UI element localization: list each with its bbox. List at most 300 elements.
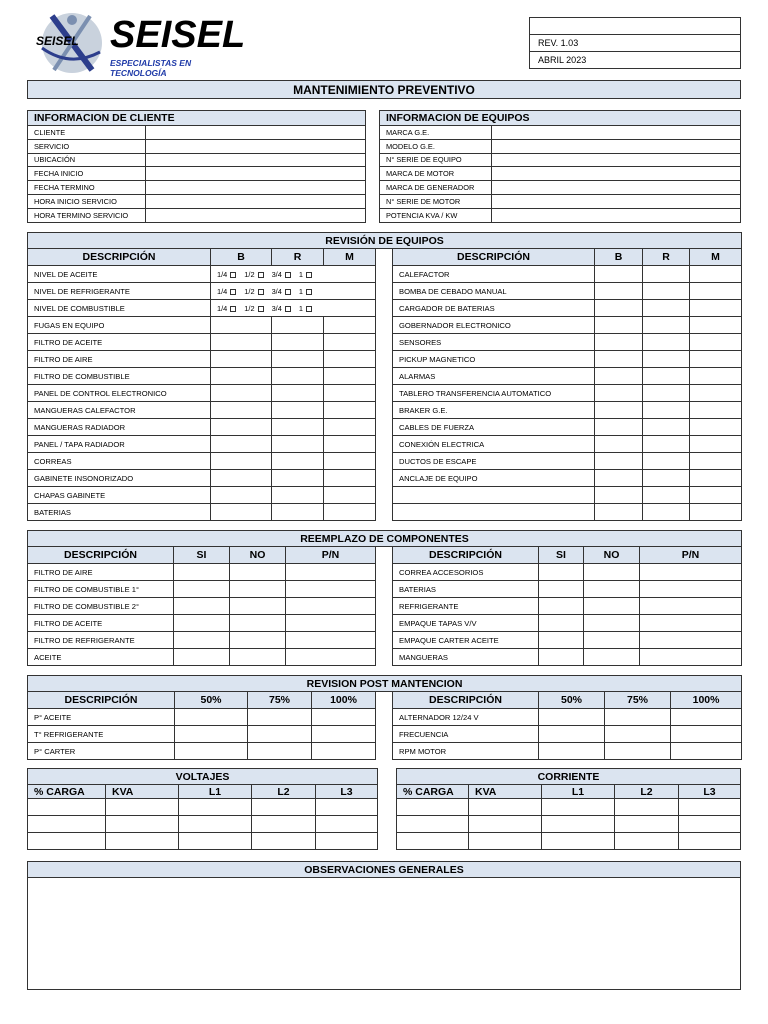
revision-number: REV. 1.03 — [530, 35, 741, 52]
spacer-cell — [376, 436, 393, 453]
rating-m-cell[interactable] — [324, 351, 376, 368]
rating-b-cell[interactable] — [211, 453, 272, 470]
table-row — [28, 799, 378, 816]
rating-r-cell[interactable] — [643, 470, 690, 487]
pct100-cell[interactable] — [312, 709, 376, 726]
col-header-b: B — [211, 249, 272, 266]
review-item-label — [393, 487, 595, 504]
table-row — [28, 453, 742, 470]
review-item-label: PANEL / TAPA RADIADOR — [28, 436, 211, 453]
table-row — [380, 126, 741, 140]
rating-r-cell[interactable] — [272, 453, 324, 470]
pct50-cell[interactable] — [175, 709, 248, 726]
rating-b-cell[interactable] — [211, 504, 272, 521]
l2-cell[interactable] — [615, 799, 679, 816]
table-row — [28, 504, 742, 521]
rating-b-cell[interactable] — [211, 334, 272, 351]
l1-cell[interactable] — [179, 833, 252, 850]
equipment-info-label: N° SERIE DE EQUIPO — [380, 153, 492, 167]
l1-cell[interactable] — [542, 816, 615, 833]
rating-b-cell[interactable] — [595, 368, 643, 385]
col-header-r: R — [272, 249, 324, 266]
equipment-info-label: MARCA DE GENERADOR — [380, 181, 492, 195]
level-option-label: 1/2 — [244, 303, 255, 313]
rating-m-cell[interactable] — [324, 385, 376, 402]
rating-m-cell[interactable] — [324, 487, 376, 504]
load-cell[interactable] — [397, 799, 469, 816]
rating-r-cell[interactable] — [272, 504, 324, 521]
rating-m-cell[interactable] — [690, 334, 742, 351]
l1-cell[interactable] — [179, 816, 252, 833]
kva-cell[interactable] — [106, 799, 179, 816]
pct75-cell[interactable] — [248, 709, 312, 726]
checkbox-icon[interactable] — [285, 306, 291, 312]
table-row — [28, 139, 366, 153]
level-option-label: 1 — [298, 286, 303, 296]
table-row — [28, 368, 742, 385]
equipment-info-value-field[interactable] — [492, 153, 741, 167]
spacer-cell — [376, 649, 393, 666]
no-cell[interactable] — [230, 564, 286, 581]
pct75-cell[interactable] — [248, 743, 312, 760]
pct50-cell[interactable] — [539, 709, 605, 726]
rating-b-cell[interactable] — [211, 487, 272, 504]
client-info-label: FECHA INICIO — [28, 167, 146, 181]
item-label: ACEITE — [28, 649, 174, 666]
rating-m-cell[interactable] — [690, 470, 742, 487]
spacer-cell — [376, 266, 393, 283]
l1-cell[interactable] — [542, 799, 615, 816]
rating-r-cell[interactable] — [272, 436, 324, 453]
pct50-cell[interactable] — [175, 743, 248, 760]
rating-m-cell[interactable] — [324, 470, 376, 487]
client-info-label: FECHA TERMINO — [28, 181, 146, 195]
pct50-cell[interactable] — [539, 743, 605, 760]
si-cell[interactable] — [539, 615, 584, 632]
equipment-info-label: MARCA G.E. — [380, 126, 492, 140]
equipment-review-table — [27, 232, 742, 521]
load-cell[interactable] — [397, 816, 469, 833]
rating-b-cell[interactable] — [595, 334, 643, 351]
rating-r-cell[interactable] — [272, 368, 324, 385]
rating-b-cell[interactable] — [211, 317, 272, 334]
checkbox-icon[interactable] — [258, 306, 264, 312]
rating-m-cell[interactable] — [324, 419, 376, 436]
table-row — [28, 317, 742, 334]
client-info-value-field[interactable] — [146, 153, 366, 167]
rating-r-cell[interactable] — [643, 504, 690, 521]
rating-b-cell[interactable] — [211, 419, 272, 436]
no-cell[interactable] — [584, 649, 640, 666]
review-item-label: DUCTOS DE ESCAPE — [393, 453, 595, 470]
pn-cell[interactable] — [640, 632, 742, 649]
col-header-l2: L2 — [615, 785, 679, 799]
item-label: P° ACEITE — [28, 709, 175, 726]
si-cell[interactable] — [539, 564, 584, 581]
review-item-label: BRAKER G.E. — [393, 402, 595, 419]
kva-cell[interactable] — [469, 833, 542, 850]
rating-m-cell[interactable] — [690, 419, 742, 436]
no-cell[interactable] — [584, 615, 640, 632]
col-header-description: DESCRIPCIÓN — [393, 692, 539, 709]
rating-b-cell[interactable] — [211, 385, 272, 402]
rating-m-cell[interactable] — [690, 317, 742, 334]
no-cell[interactable] — [584, 632, 640, 649]
client-info-table — [27, 110, 366, 223]
review-item-label: ANCLAJE DE EQUIPO — [393, 470, 595, 487]
pn-cell[interactable] — [286, 598, 376, 615]
rating-b-cell[interactable] — [595, 436, 643, 453]
review-item-label: FILTRO DE ACEITE — [28, 334, 211, 351]
equipment-info-title: INFORMACION DE EQUIPOS — [380, 111, 741, 126]
col-header-75: 75% — [248, 692, 312, 709]
table-row — [28, 334, 742, 351]
item-label: FILTRO DE AIRE — [28, 564, 174, 581]
pn-cell[interactable] — [640, 649, 742, 666]
col-header-m: M — [690, 249, 742, 266]
rating-r-cell[interactable] — [643, 436, 690, 453]
checkbox-icon[interactable] — [230, 289, 236, 295]
rating-m-cell[interactable] — [324, 436, 376, 453]
level-option-label: 1/2 — [244, 269, 255, 279]
pct100-cell[interactable] — [671, 709, 742, 726]
col-header-50: 50% — [539, 692, 605, 709]
pn-cell[interactable] — [640, 581, 742, 598]
review-item-label: FILTRO DE AIRE — [28, 351, 211, 368]
no-cell[interactable] — [584, 564, 640, 581]
rating-r-cell[interactable] — [643, 300, 690, 317]
rating-m-cell[interactable] — [324, 334, 376, 351]
voltage-table — [27, 768, 378, 850]
rating-m-cell[interactable] — [690, 266, 742, 283]
logo-text: SEISEL — [110, 14, 246, 56]
col-header-l3: L3 — [679, 785, 741, 799]
rating-r-cell[interactable] — [643, 283, 690, 300]
client-info-value-field[interactable] — [146, 139, 366, 153]
pct75-cell[interactable] — [248, 726, 312, 743]
rating-b-cell[interactable] — [595, 487, 643, 504]
rating-m-cell[interactable] — [324, 402, 376, 419]
pct50-cell[interactable] — [539, 726, 605, 743]
rating-b-cell[interactable] — [595, 351, 643, 368]
checkbox-icon[interactable] — [258, 272, 264, 278]
revision-date: ABRIL 2023 — [530, 52, 741, 69]
level-option-label: 1/2 — [244, 286, 255, 296]
table-row — [28, 153, 366, 167]
client-info-value-field[interactable] — [146, 167, 366, 181]
table-row — [397, 816, 741, 833]
rating-r-cell[interactable] — [272, 334, 324, 351]
client-info-value-field[interactable] — [146, 181, 366, 195]
table-row — [380, 194, 741, 208]
si-cell[interactable] — [174, 632, 230, 649]
pn-cell[interactable] — [286, 615, 376, 632]
equipment-info-value-field[interactable] — [492, 139, 741, 153]
kva-cell[interactable] — [469, 799, 542, 816]
pct75-cell[interactable] — [605, 726, 671, 743]
si-cell[interactable] — [174, 581, 230, 598]
pn-cell[interactable] — [286, 649, 376, 666]
rating-b-cell[interactable] — [595, 385, 643, 402]
rating-b-cell[interactable] — [595, 266, 643, 283]
l2-cell[interactable] — [252, 833, 316, 850]
l1-cell[interactable] — [179, 799, 252, 816]
rating-b-cell[interactable] — [595, 402, 643, 419]
rating-b-cell[interactable] — [595, 317, 643, 334]
rating-r-cell[interactable] — [272, 317, 324, 334]
pct100-cell[interactable] — [312, 726, 376, 743]
client-info-value-field[interactable] — [146, 208, 366, 222]
level-selector — [211, 300, 376, 317]
l3-cell[interactable] — [316, 833, 378, 850]
equipment-info-value-field[interactable] — [492, 181, 741, 195]
spacer-cell — [376, 249, 393, 266]
no-cell[interactable] — [230, 649, 286, 666]
col-header-75: 75% — [605, 692, 671, 709]
si-cell[interactable] — [174, 615, 230, 632]
rating-m-cell[interactable] — [690, 504, 742, 521]
client-info-value-field[interactable] — [146, 194, 366, 208]
l2-cell[interactable] — [252, 816, 316, 833]
rating-b-cell[interactable] — [595, 470, 643, 487]
item-label: BATERIAS — [393, 581, 539, 598]
spacer-cell — [376, 598, 393, 615]
rating-m-cell[interactable] — [324, 504, 376, 521]
si-cell[interactable] — [539, 581, 584, 598]
table-row — [28, 300, 742, 317]
table-row — [28, 194, 366, 208]
rating-b-cell[interactable] — [211, 470, 272, 487]
client-info-label: CLIENTE — [28, 126, 146, 140]
rating-r-cell[interactable] — [643, 317, 690, 334]
checkbox-icon[interactable] — [230, 306, 236, 312]
rating-r-cell[interactable] — [643, 334, 690, 351]
l3-cell[interactable] — [316, 799, 378, 816]
form-title: MANTENIMIENTO PREVENTIVO — [28, 81, 741, 99]
l2-cell[interactable] — [615, 833, 679, 850]
spacer-cell — [376, 564, 393, 581]
client-info-value-field[interactable] — [146, 126, 366, 140]
equipment-info-label: MODELO G.E. — [380, 139, 492, 153]
client-info-label: SERVICIO — [28, 139, 146, 153]
rating-r-cell[interactable] — [643, 453, 690, 470]
rating-b-cell[interactable] — [211, 368, 272, 385]
no-cell[interactable] — [230, 615, 286, 632]
checkbox-icon[interactable] — [306, 306, 312, 312]
pct75-cell[interactable] — [605, 709, 671, 726]
client-info-label: UBICACIÓN — [28, 153, 146, 167]
item-label: ALTERNADOR 12/24 V — [393, 709, 539, 726]
col-header-100: 100% — [312, 692, 376, 709]
pct75-cell[interactable] — [605, 743, 671, 760]
spacer-cell — [376, 692, 393, 709]
component-replacement-table — [27, 530, 742, 666]
rating-r-cell[interactable] — [643, 385, 690, 402]
spacer-cell — [376, 726, 393, 743]
review-item-label: NIVEL DE COMBUSTIBLE — [28, 300, 211, 317]
spacer-cell — [376, 581, 393, 598]
rating-b-cell[interactable] — [211, 402, 272, 419]
rating-r-cell[interactable] — [272, 470, 324, 487]
table-row — [28, 167, 366, 181]
pct100-cell[interactable] — [312, 743, 376, 760]
table-row — [28, 470, 742, 487]
col-header-description: DESCRIPCIÓN — [393, 547, 539, 564]
si-cell[interactable] — [174, 649, 230, 666]
checkbox-icon[interactable] — [230, 272, 236, 278]
item-label: T° REFRIGERANTE — [28, 726, 175, 743]
spacer-cell — [376, 743, 393, 760]
pn-cell[interactable] — [640, 564, 742, 581]
table-row — [28, 385, 742, 402]
rating-r-cell[interactable] — [643, 351, 690, 368]
review-item-label: CHAPAS GABINETE — [28, 487, 211, 504]
checkbox-icon[interactable] — [306, 289, 312, 295]
rating-m-cell[interactable] — [690, 368, 742, 385]
spacer-cell — [376, 351, 393, 368]
pct50-cell[interactable] — [175, 726, 248, 743]
equipment-info-value-field[interactable] — [492, 167, 741, 181]
l3-cell[interactable] — [679, 833, 741, 850]
pn-cell[interactable] — [286, 632, 376, 649]
level-option-label: 1 — [298, 303, 303, 313]
rating-r-cell[interactable] — [643, 368, 690, 385]
checkbox-icon[interactable] — [258, 289, 264, 295]
no-cell[interactable] — [230, 598, 286, 615]
l2-cell[interactable] — [252, 799, 316, 816]
l3-cell[interactable] — [679, 799, 741, 816]
item-label: EMPAQUE TAPAS V/V — [393, 615, 539, 632]
kva-cell[interactable] — [106, 833, 179, 850]
table-row — [28, 581, 742, 598]
observations-table — [27, 861, 741, 990]
review-item-label: MANGUERAS CALEFACTOR — [28, 402, 211, 419]
rating-m-cell[interactable] — [324, 317, 376, 334]
col-header-kva: KVA — [106, 785, 179, 799]
review-item-label: NIVEL DE REFRIGERANTE — [28, 283, 211, 300]
load-cell[interactable] — [28, 833, 106, 850]
kva-cell[interactable] — [469, 816, 542, 833]
col-header-load: % CARGA — [397, 785, 469, 799]
no-cell[interactable] — [584, 581, 640, 598]
rating-r-cell[interactable] — [272, 487, 324, 504]
equipment-info-value-field[interactable] — [492, 208, 741, 222]
equipment-info-value-field[interactable] — [492, 194, 741, 208]
voltage-title: VOLTAJES — [28, 769, 378, 785]
si-cell[interactable] — [174, 598, 230, 615]
l3-cell[interactable] — [316, 816, 378, 833]
checkbox-icon[interactable] — [285, 289, 291, 295]
pn-cell[interactable] — [640, 615, 742, 632]
rating-m-cell[interactable] — [690, 283, 742, 300]
pct100-cell[interactable] — [671, 743, 742, 760]
si-cell[interactable] — [539, 598, 584, 615]
rating-m-cell[interactable] — [690, 385, 742, 402]
rating-m-cell[interactable] — [690, 351, 742, 368]
table-row — [380, 139, 741, 153]
col-header-description: DESCRIPCIÓN — [28, 249, 211, 266]
col-header-description: DESCRIPCIÓN — [28, 547, 174, 564]
pct100-cell[interactable] — [671, 726, 742, 743]
rating-b-cell[interactable] — [595, 283, 643, 300]
checkbox-icon[interactable] — [285, 272, 291, 278]
pn-cell[interactable] — [286, 581, 376, 598]
client-info-label: HORA TERMINO SERVICIO — [28, 208, 146, 222]
pn-cell[interactable] — [286, 564, 376, 581]
table-row — [28, 564, 742, 581]
rating-b-cell[interactable] — [595, 419, 643, 436]
no-cell[interactable] — [230, 632, 286, 649]
rating-b-cell[interactable] — [211, 351, 272, 368]
l1-cell[interactable] — [542, 833, 615, 850]
rating-r-cell[interactable] — [272, 385, 324, 402]
rating-m-cell[interactable] — [690, 453, 742, 470]
rating-m-cell[interactable] — [690, 402, 742, 419]
load-cell[interactable] — [28, 799, 106, 816]
pn-cell[interactable] — [640, 598, 742, 615]
table-row — [28, 402, 742, 419]
rating-r-cell[interactable] — [643, 419, 690, 436]
table-row — [28, 181, 366, 195]
rating-r-cell[interactable] — [643, 487, 690, 504]
si-cell[interactable] — [539, 632, 584, 649]
rating-r-cell[interactable] — [643, 402, 690, 419]
no-cell[interactable] — [230, 581, 286, 598]
rating-b-cell[interactable] — [595, 453, 643, 470]
load-cell[interactable] — [397, 833, 469, 850]
observations-textarea[interactable] — [28, 878, 741, 990]
no-cell[interactable] — [584, 598, 640, 615]
rating-m-cell[interactable] — [690, 300, 742, 317]
checkbox-icon[interactable] — [306, 272, 312, 278]
l2-cell[interactable] — [615, 816, 679, 833]
rating-r-cell[interactable] — [643, 266, 690, 283]
review-item-label — [393, 504, 595, 521]
level-option-label: 1/4 — [217, 303, 228, 313]
equipment-info-label: MARCA DE MOTOR — [380, 167, 492, 181]
review-item-label: MANGUERAS RADIADOR — [28, 419, 211, 436]
rating-r-cell[interactable] — [272, 419, 324, 436]
table-row — [28, 419, 742, 436]
rating-m-cell[interactable] — [324, 453, 376, 470]
table-row — [28, 726, 742, 743]
review-item-label: GABINETE INSONORIZADO — [28, 470, 211, 487]
equipment-review-title: REVISIÓN DE EQUIPOS — [28, 233, 742, 249]
l3-cell[interactable] — [679, 816, 741, 833]
post-maintenance-title: REVISION POST MANTENCION — [28, 676, 742, 692]
col-header-description: DESCRIPCIÓN — [393, 249, 595, 266]
rating-b-cell[interactable] — [595, 300, 643, 317]
rating-r-cell[interactable] — [272, 351, 324, 368]
rating-b-cell[interactable] — [595, 504, 643, 521]
load-cell[interactable] — [28, 816, 106, 833]
spacer-cell — [376, 419, 393, 436]
rating-b-cell[interactable] — [211, 436, 272, 453]
rating-m-cell[interactable] — [690, 487, 742, 504]
kva-cell[interactable] — [106, 816, 179, 833]
spacer-cell — [376, 368, 393, 385]
company-logo — [30, 8, 250, 78]
rating-m-cell[interactable] — [690, 436, 742, 453]
rating-r-cell[interactable] — [272, 402, 324, 419]
review-item-label: CONEXIÓN ELECTRICA — [393, 436, 595, 453]
review-item-label: CABLES DE FUERZA — [393, 419, 595, 436]
si-cell[interactable] — [174, 564, 230, 581]
equipment-info-value-field[interactable] — [492, 126, 741, 140]
si-cell[interactable] — [539, 649, 584, 666]
rating-m-cell[interactable] — [324, 368, 376, 385]
revision-blank-cell — [530, 18, 741, 35]
